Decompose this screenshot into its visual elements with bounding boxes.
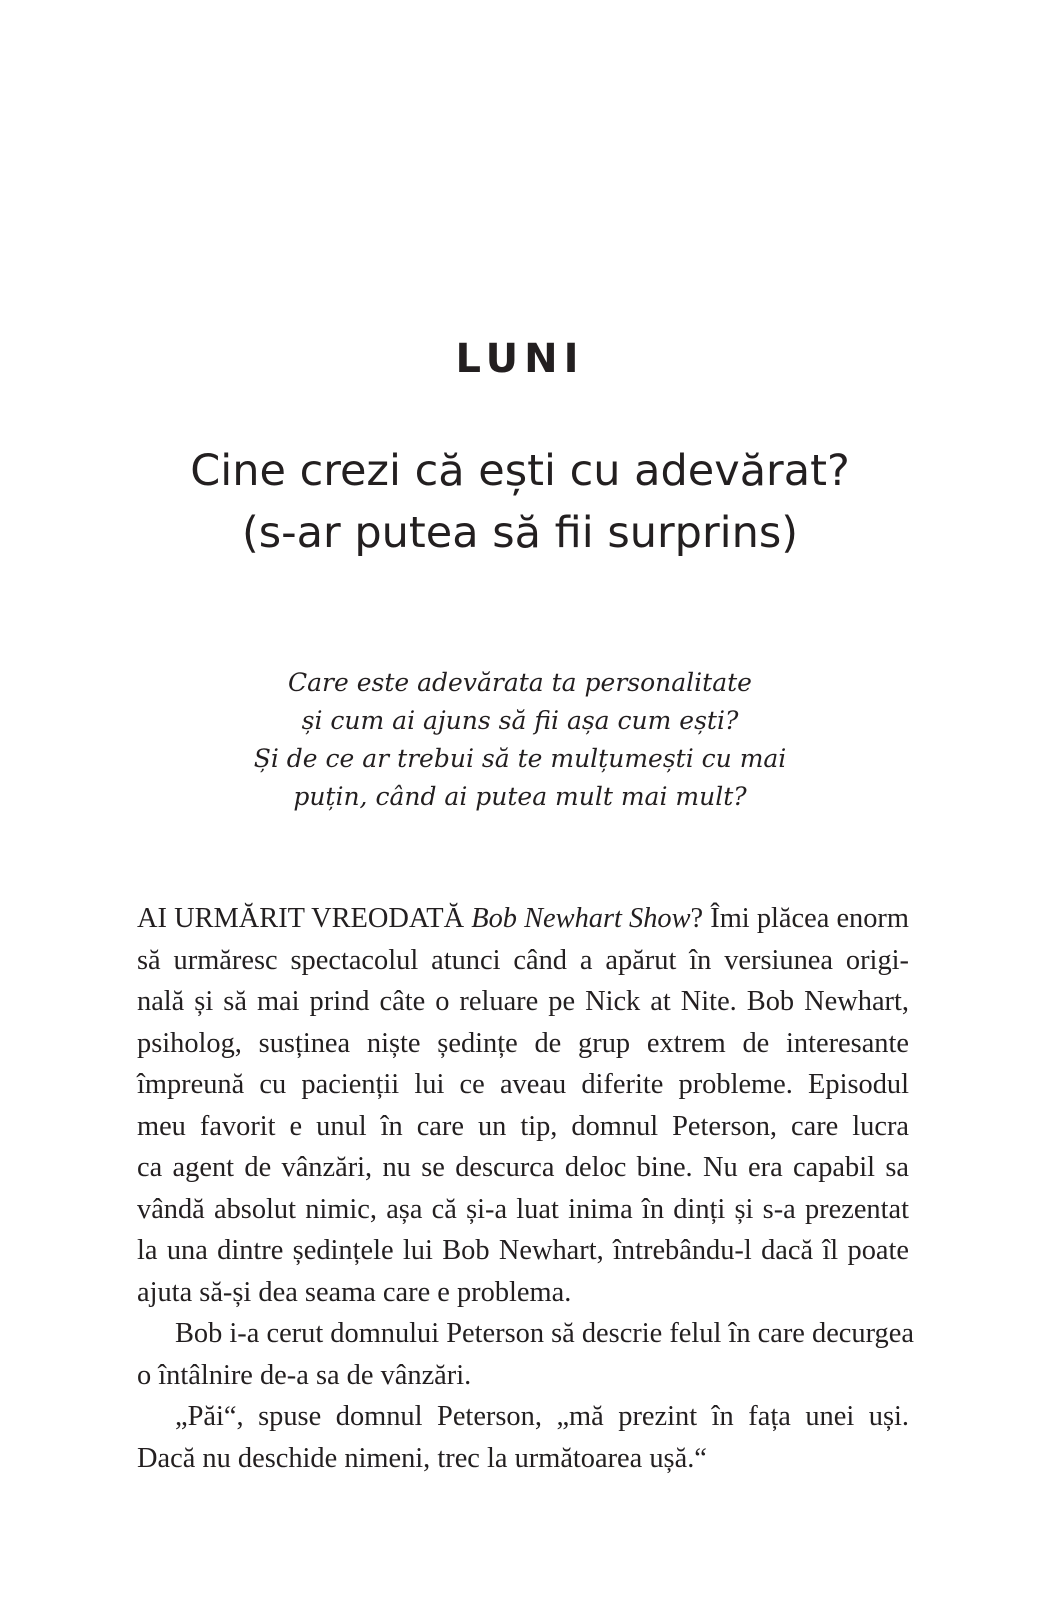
paragraph-line: vândă absolut nimic, așa că și-a luat inima în dinți și s-a prezentat [137,1193,909,1225]
paragraph-line: Bob i-a cerut domnului Peterson să descrie felul în care decurgea [175,1318,914,1349]
epigraph-line: puțin, când ai putea mult mai mult? [293,782,747,811]
epigraph-line: și cum ai ajuns să fii așa cum ești? [301,706,739,735]
paragraph-line: nală și să mai prind câte o reluare pe Nick at Nite. Bob Newhart, [137,986,909,1017]
paragraph-line: „Păi“, spuse domnul Peterson, „mă prezint în fața unei uși. [175,1401,909,1432]
epigraph-line: Și de ce ar trebui să te mulțumești cu mai [253,744,787,773]
paragraph-line: ajuta să-și dea seama care e problema. [137,1276,572,1308]
body-text [137,898,914,1479]
paragraph-line: împreună cu pacienții lui ce aveau diferite probleme. Episodul [137,1069,909,1100]
lead-in-caps: AI URMĂRIT VREODATĂ [137,903,465,934]
paragraph-line: meu favorit e unul în care un tip, domnul Peterson, care lucra [137,1110,909,1142]
show-title: Bob Newhart Show [471,903,691,934]
epigraph-line: Care este adevărata ta personalitate [288,668,752,697]
paragraph-line: să urmăresc spectacolul atunci când a apărut în versiunea origi- [137,944,909,976]
paragraph-line: la una dintre ședințele lui Bob Newhart, întrebându-l dacă îl poate [137,1235,909,1266]
chapter-title-line: (s-ar putea să fii surprins) [241,508,799,558]
line-text: ? Îmi plăcea enorm [690,903,909,934]
paragraph-line: Dacă nu deschide nimeni, trec la următoarea ușă.“ [137,1442,707,1474]
paragraph-line: o întâlnire de-a sa de vânzări. [137,1359,472,1391]
chapter-label: LUNI [455,336,585,382]
chapter-title [80,440,960,564]
chapter-title-line: Cine crezi că ești cu adevărat? [190,446,850,496]
paragraph-line [137,898,909,940]
epigraph [120,664,920,816]
paragraph-line: psiholog, susținea niște ședințe de grup extrem de interesante [137,1027,909,1059]
paragraph-line: ca agent de vânzări, nu se descurca deloc bine. Nu era capabil sa [137,1152,909,1183]
